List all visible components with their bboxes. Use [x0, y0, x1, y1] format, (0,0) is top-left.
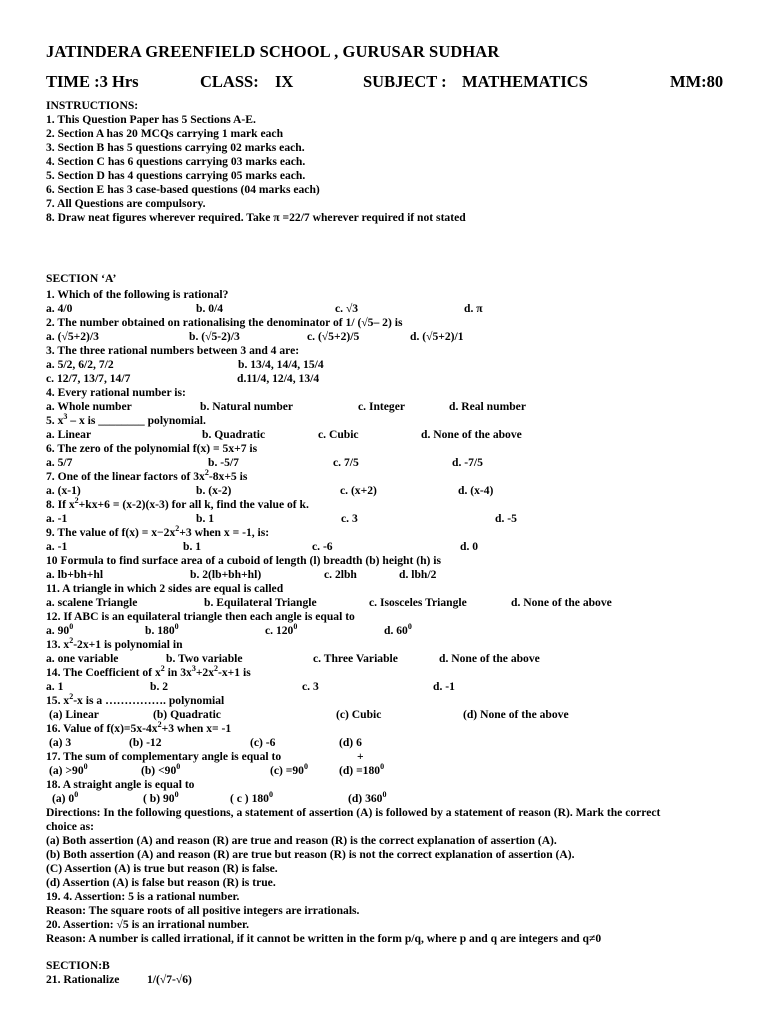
question-10: 10 Formula to find surface area of a cuboid of length (l) breadth (b) height (h) is — [46, 554, 442, 567]
question-2: 2. The number obtained on rationalising the denominator of 1/ (√5– 2) is — [46, 316, 403, 329]
ar-choice-a: (a) Both assertion (A) and reason (R) are true and reason (R) is the correct explanation of assertion (A). — [46, 834, 557, 847]
q5-option-d: d. None of the above — [421, 428, 522, 441]
q15-option-d: (d) None of the above — [463, 708, 569, 721]
q9-option-d: d. 0 — [460, 540, 479, 553]
instruction-item: 5. Section D has 4 questions carrying 05 marks each. — [46, 169, 306, 182]
q3-option-a: a. 5/2, 6/2, 7/2 — [46, 358, 114, 371]
question-9: 9. The value of $f(x) = x-2x^2+3$ when x = -1, is: — [46, 524, 270, 539]
q16-option-b: (b) -12 — [129, 736, 162, 749]
q8-option-d: d. -5 — [495, 512, 517, 525]
q2-option-b: b. (√5-2)/3 — [189, 330, 240, 343]
q7-option-a: a. (x-1) — [46, 484, 81, 497]
q6-option-b: b. -5/7 — [208, 456, 239, 469]
q18-option-a: (a) $0^0$ — [52, 790, 79, 805]
q7-option-d: d. (x-4) — [458, 484, 494, 497]
question-7: 7. One of the linear factors of $3x^2-8x+5$ is — [46, 468, 248, 483]
q15-option-b: (b) Quadratic — [153, 708, 221, 721]
question-11: 11. A triangle in which 2 sides are equal is called — [46, 582, 284, 595]
q13-option-b: b. Two variable — [166, 652, 243, 665]
question-12: 12. If ABC is an equilateral triangle then each angle is equal to — [46, 610, 355, 623]
question-14: 14. The Coefficient of $x^2$ in $3x^3+2x^2-x+1$ is — [46, 664, 251, 679]
q8-option-c: c. 3 — [341, 512, 358, 525]
q2-option-c: c. (√5+2)/5 — [307, 330, 360, 343]
q12-option-c: c. $120^0$ — [265, 622, 298, 637]
q12-option-d: d. $60^0$ — [384, 622, 412, 637]
question-4: 4. Every rational number is: — [46, 386, 186, 399]
q9-option-c: c. -6 — [312, 540, 333, 553]
q16-option-a: (a) 3 — [49, 736, 72, 749]
ar-choice-b: (b) Both assertion (A) and reason (R) are true but reason (R) is not the correct explanation of assertion (A). — [46, 848, 575, 861]
instruction-item: 4. Section C has 6 questions carrying 03 marks each. — [46, 155, 306, 168]
q9-option-b: b. 1 — [183, 540, 202, 553]
question-17: 17. The sum of complementary angle is equal to — [46, 750, 282, 763]
q6-option-a: a. 5/7 — [46, 456, 73, 469]
question-21: 21. Rationalize — [46, 973, 120, 986]
q10-option-d: d. lbh/2 — [399, 568, 437, 581]
ar-choice-d: (d) Assertion (A) is false but reason (R) is true. — [46, 876, 276, 889]
question-21-expression: 1/(√7-√6) — [147, 973, 192, 986]
q13-option-a: a. one variable — [46, 652, 119, 665]
q10-option-b: b. 2(lb+bh+hl) — [190, 568, 262, 581]
question-6: 6. The zero of the polynomial f(x) = 5x+7 is — [46, 442, 258, 455]
q7-option-c: c. (x+2) — [340, 484, 377, 497]
ar-choice-c: (C) Assertion (A) is true but reason (R) is false. — [46, 862, 278, 875]
question-13: 13. $x^2-2x+1$ is polynomial in — [46, 636, 183, 651]
max-marks: MM:80 — [670, 72, 724, 91]
subject-label: SUBJECT : — [363, 72, 447, 91]
q3-option-d: d.11/4, 12/4, 13/4 — [237, 372, 320, 385]
q17-option-d: $(d) =180^0$ — [339, 762, 385, 777]
question-20-reason: Reason: A number is called irrational, if it cannot be written in the form p/q, where p and q are integers and q≠0 — [46, 932, 602, 945]
q10-option-c: c. 2lbh — [324, 568, 357, 581]
q14-option-d: d. -1 — [433, 680, 455, 693]
q1-option-a: a. 4/0 — [46, 302, 73, 315]
q13-option-d: d. None of the above — [439, 652, 540, 665]
q15-option-a: (a) Linear — [49, 708, 99, 721]
q11-option-d: d. None of the above — [511, 596, 612, 609]
class-label: CLASS: — [200, 72, 259, 91]
q7-option-b: b. (x-2) — [196, 484, 232, 497]
q13-option-c: c. Three Variable — [313, 652, 398, 665]
q15-option-c: (c) Cubic — [336, 708, 382, 721]
q8-option-a: a. -1 — [46, 512, 68, 525]
q5-option-c: c. Cubic — [318, 428, 359, 441]
q11-option-c: c. Isosceles Triangle — [369, 596, 467, 609]
q18-option-c: ( c ) $180^0$ — [230, 790, 273, 805]
q4-option-d: d. Real number — [449, 400, 526, 413]
subject-value: MATHEMATICS — [462, 72, 588, 91]
q16-option-d: (d) 6 — [339, 736, 362, 749]
assertion-reason-directions-cont: choice as: — [46, 820, 94, 833]
q6-option-d: d. -7/5 — [452, 456, 483, 469]
class-value: IX — [275, 72, 294, 91]
q11-option-a: a. scalene Triangle — [46, 596, 138, 609]
question-20-assertion: 20. Assertion: √5 is an irrational number. — [46, 918, 250, 931]
q4-option-a: a. Whole number — [46, 400, 132, 413]
q2-option-a: a. (√5+2)/3 — [46, 330, 99, 343]
instruction-item: 8. Draw neat figures wherever required. Take π =22/7 wherever required if not stated — [46, 211, 466, 224]
q12-option-a: a. $90^0$ — [46, 622, 74, 637]
q10-option-a: a. lb+bh+hl — [46, 568, 104, 581]
q1-option-c: c. √3 — [335, 302, 359, 315]
instruction-item: 2. Section A has 20 MCQs carrying 1 mark each — [46, 127, 284, 140]
instruction-item: 3. Section B has 5 questions carrying 02 marks each. — [46, 141, 305, 154]
instructions-title: INSTRUCTIONS: — [46, 99, 139, 112]
q4-option-b: b. Natural number — [200, 400, 294, 413]
q17-option-c: $(c) =90^0$ — [270, 762, 308, 777]
question-19-assertion: 19. 4. Assertion: 5 is a rational number. — [46, 890, 240, 903]
q17-option-a: $(a) >90^0$ — [49, 762, 88, 777]
assertion-reason-directions: Directions: In the following questions, a statement of assertion (A) is followed by a statement of reason (R). Mark the correct — [46, 806, 661, 819]
section-a-title: SECTION ‘A’ — [46, 272, 117, 285]
q11-option-b: b. Equilateral Triangle — [204, 596, 317, 609]
q14-option-b: b. 2 — [150, 680, 169, 693]
question-8: 8. If $x^2+kx+6 = (x-2)(x-3)$ for all k, find the value of k. — [46, 496, 309, 511]
q18-option-d: (d) $360^0$ — [348, 790, 387, 805]
q17-option-b: $(b) <90^0$ — [141, 762, 181, 777]
q8-option-b: b. 1 — [196, 512, 215, 525]
q16-option-c: (c) -6 — [250, 736, 276, 749]
q12-option-b: b. $180^0$ — [145, 622, 179, 637]
q3-option-c: c. 12/7, 13/7, 14/7 — [46, 372, 131, 385]
section-b-title: SECTION:B — [46, 959, 110, 972]
instruction-item: 1. This Question Paper has 5 Sections A-E. — [46, 113, 256, 126]
q5-option-a: a. Linear — [46, 428, 92, 441]
q1-option-d: d. π — [464, 302, 483, 315]
q6-option-c: c. 7/5 — [333, 456, 359, 469]
q14-option-a: a. 1 — [46, 680, 64, 693]
instruction-item: 7. All Questions are compulsory. — [46, 197, 206, 210]
question-18: 18. A straight angle is equal to — [46, 778, 195, 791]
question-16: 16. Value of $f(x)=5x-4x^2+3$ when x= -1 — [46, 720, 232, 735]
question-3: 3. The three rational numbers between 3 and 4 are: — [46, 344, 300, 357]
question-19-reason: Reason: The square roots of all positive integers are irrationals. — [46, 904, 360, 917]
q2-option-d: d. (√5+2)/1 — [410, 330, 464, 343]
q17-plus-mark: + — [357, 750, 364, 763]
question-1: 1. Which of the following is rational? — [46, 288, 229, 301]
q1-option-b: b. 0/4 — [196, 302, 224, 315]
exam-time: TIME :3 Hrs — [46, 72, 139, 91]
q9-option-a: a. -1 — [46, 540, 68, 553]
q18-option-b: ( b) $90^0$ — [143, 790, 179, 805]
q3-option-b: b. 13/4, 14/4, 15/4 — [238, 358, 324, 371]
q5-option-b: b. Quadratic — [202, 428, 266, 441]
q4-option-c: c. Integer — [358, 400, 405, 413]
question-15: 15. $x^2-x$ is a ……………. polynomial — [46, 692, 225, 707]
school-name: JATINDERA GREENFIELD SCHOOL , GURUSAR SUDHAR — [46, 42, 500, 61]
question-5: 5. $x^3$ – x is ________ polynomial. — [46, 412, 206, 427]
q14-option-c: c. 3 — [302, 680, 319, 693]
instruction-item: 6. Section E has 3 case-based questions (04 marks each) — [46, 183, 320, 196]
